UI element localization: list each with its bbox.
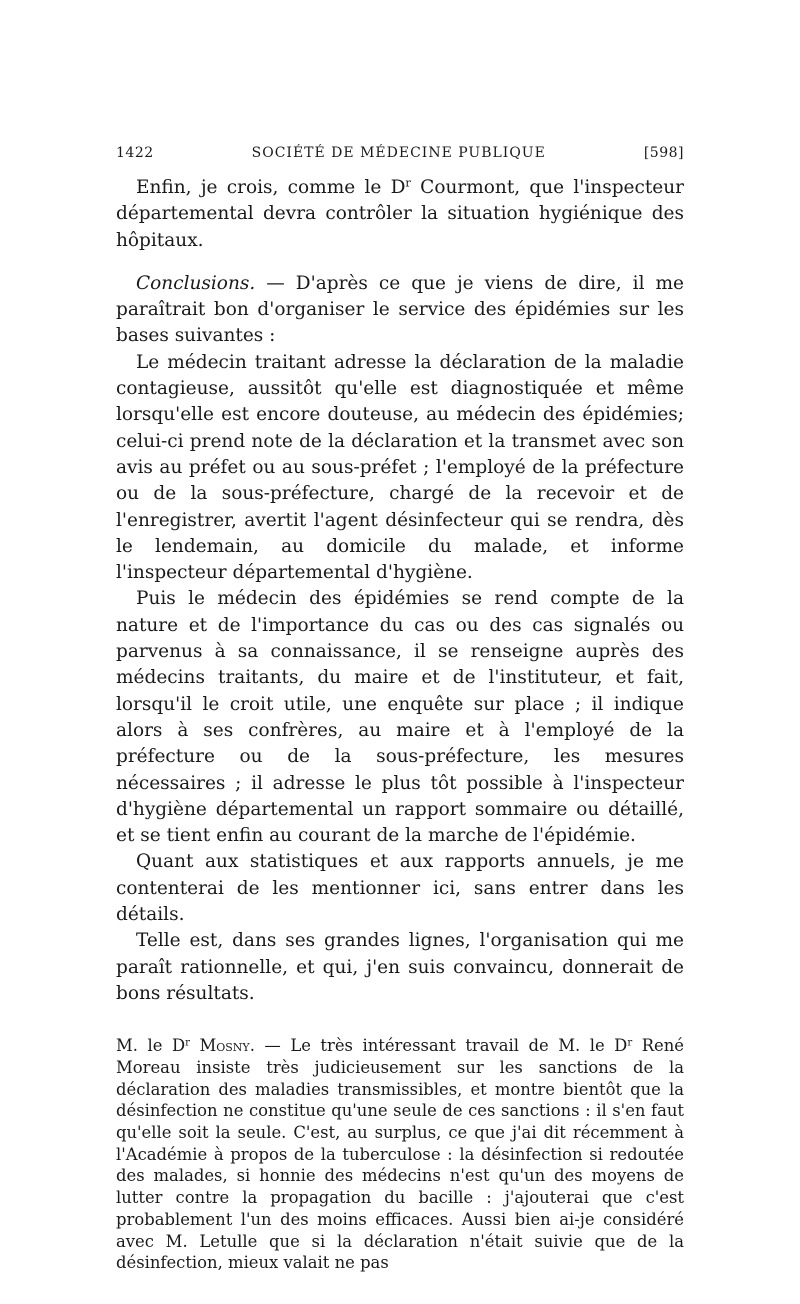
paragraph-3: Le médecin traitant adresse la déclaration de la maladie contagieuse, aussitôt qu'elle est diagnostiquée et même lorsqu'elle est encore douteuse, au médecin des épidémies; celui-ci prend note de la déclaration et la transmet avec son avis au préfet ou au sous-préfet ; l'employé de la préfecture ou de la sous-préfecture, chargé de la recevoir et de l'enregistrer, avertit l'agent désinfecteur qui se rendra, dès le lendemain, au domicile du malade, et informe l'inspecteur départemental d'hygiène. <box>116 351 684 584</box>
discussion-paragraph <box>116 1035 684 1274</box>
speaker-name: Mosny <box>199 1036 250 1056</box>
superscript: r <box>185 1037 190 1049</box>
conclusions-heading: Conclusions. <box>136 272 256 294</box>
running-head <box>116 145 684 161</box>
discussion-text-b: René Moreau insiste très judicieusement sur les sanctions de la déclaration des maladies transmissibles, et montre bientôt que la désinfection ne constitue qu'une seule de ces sanctions : il s'en faut qu'elle soit la seule. C'est, au surplus, ce que j'ai dit récemment à l'Académie à propos de la tuberculose : la désinfection si redoutée des malades, si honnie des médecins n'est qu'un des moyens de lutter contre la propagation du bacille : j'ajouterai que c'est probablement l'un des moins efficaces. Aussi bien ai-je considéré avec M. Letulle que si la déclaration n'était suivie que de la désinfection, mieux valait ne pas <box>116 1036 684 1273</box>
book-page <box>116 145 684 1274</box>
paragraph-1-text-a: Enfin, je crois, comme le D <box>136 177 406 198</box>
paragraph-1 <box>116 175 684 254</box>
paragraph-1-text-b: Courmont, que l'inspecteur départemental devra contrôler la situation hygiénique des hôpitaux. <box>116 177 684 251</box>
discussion-section <box>116 1035 684 1274</box>
main-text <box>116 175 684 1007</box>
superscript: r <box>405 175 411 190</box>
conclusions-text: — D'après ce que je viens de dire, il me paraîtrait bon d'organiser le service des épidémies sur les bases suivantes : <box>116 272 684 347</box>
discussion-text-a: . — Le très intéressant travail de M. le D <box>249 1036 628 1056</box>
speaker-prefix: M. le D <box>116 1036 186 1056</box>
running-title: SOCIÉTÉ DE MÉDECINE PUBLIQUE <box>251 145 546 161</box>
bracket-page-number: [598] <box>643 145 684 161</box>
paragraph-6: Telle est, dans ses grandes lignes, l'organisation qui me paraît rationnelle, et qui, j'en suis convaincu, donnerait de bons résultats. <box>116 930 684 1004</box>
paragraph-conclusions <box>116 271 684 350</box>
page-number: 1422 <box>116 145 154 161</box>
paragraph-5: Quant aux statistiques et aux rapports annuels, je me contenterai de les mentionner ici, sans entrer dans les détails. <box>116 851 684 926</box>
paragraph-4: Puis le médecin des épidémies se rend compte de la nature et de l'importance du cas ou des cas signalés ou parvenus à sa connaissance, il se renseigne auprès des médecins traitants, du maire et de l'instituteur, et fait, lorsqu'il le croit utile, une enquête sur place ; il indique alors à ses confrères, au maire et à l'employé de la préfecture ou de la sous-préfecture, les mesures nécessaires ; il adresse le plus tôt possible à l'inspecteur d'hygiène départemental un rapport sommaire ou détaillé, et se tient enfin au courant de la marche de l'épidémie. <box>116 588 684 847</box>
superscript: r <box>627 1037 633 1049</box>
